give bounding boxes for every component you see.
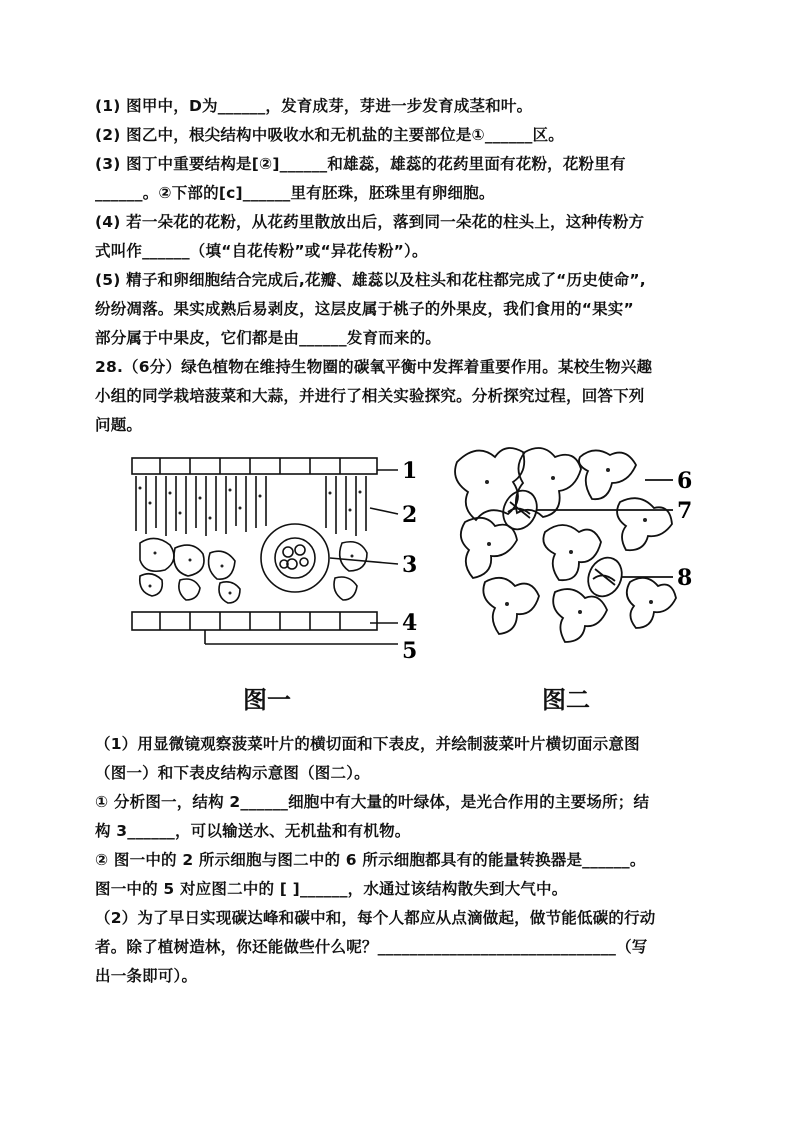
q28-1-line: （1）用显微镜观察菠菜叶片的横切面和下表皮，并绘制菠菜叶片横切面示意图 (95, 735, 640, 753)
q5-line-3: 部分属于中果皮，它们都是由______发育而来的。 (95, 329, 442, 347)
figure2-lower-epidermis (445, 432, 710, 662)
q28-2-line-3: 出一条即可）。 (95, 967, 198, 985)
q28-intro-3: 问题。 (95, 416, 143, 434)
fig1-label-4: 4 (402, 610, 418, 636)
fig2-label-6: 6 (677, 468, 693, 494)
epidermis-drawing (445, 432, 710, 662)
q28-1a-line-2: 构 3______，可以输送水、无机盐和有机物。 (95, 822, 411, 840)
q3-line-2: ______。②下部的[c]______里有胚珠，胚珠里有卵细胞。 (95, 184, 495, 202)
q28-1a-line: ① 分析图一，结构 2______细胞中有大量的叶绿体，是光合作用的主要场所；结 (95, 793, 650, 811)
q28-1b-line-2: 图一中的 5 对应图二中的 [ ]______，水通过该结构散失到大气中。 (95, 880, 568, 898)
figure1-caption: 图一 (243, 685, 291, 714)
q5-line: (5) 精子和卵细胞结合完成后,花瓣、雄蕊以及柱头和花柱都完成了“历史使命”, (95, 271, 646, 289)
q28-2-line-2: 者。除了植树造林，你还能做些什么呢？______________________________（写 (95, 938, 648, 956)
q4-line-2: 式叫作______（填“自花传粉”或“异花传粉”）。 (95, 242, 428, 260)
q28-intro-2: 小组的同学栽培菠菜和大蒜，并进行了相关实验探究。分析探究过程，回答下列 (95, 387, 645, 405)
q1-line: (1) 图甲中，D为______，发育成芽，芽进一步发育成茎和叶。 (95, 97, 533, 115)
q3-line: (3) 图丁中重要结构是[②]______和雄蕊，雄蕊的花药里面有花粉，花粉里有 (95, 155, 626, 173)
q28-1-line-2: （图一）和下表皮结构示意图（图二）。 (95, 764, 370, 782)
fig2-label-8: 8 (677, 565, 693, 591)
fig2-label-7: 7 (677, 498, 693, 524)
fig1-label-2: 2 (402, 502, 418, 528)
figure1-leaf-cross-section (120, 448, 430, 668)
leaf-cross-section-drawing (120, 448, 430, 668)
fig1-label-1: 1 (402, 458, 418, 484)
figure2-caption: 图二 (542, 685, 590, 714)
q28-2-line: （2）为了早日实现碳达峰和碳中和，每个人都应从点滴做起，做节能低碳的行动 (95, 909, 656, 927)
q28-intro: 28.（6分）绿色植物在维持生物圈的碳氧平衡中发挥着重要作用。某校生物兴趣 (95, 358, 653, 376)
q4-line: (4) 若一朵花的花粉，从花药里散放出后，落到同一朵花的柱头上，这种传粉方 (95, 213, 645, 231)
fig1-label-5: 5 (402, 638, 418, 664)
q5-line-2: 纷纷凋落。果实成熟后易剥皮，这层皮属于桃子的外果皮，我们食用的“果实” (95, 300, 634, 318)
q2-line: (2) 图乙中，根尖结构中吸收水和无机盐的主要部位是①______区。 (95, 126, 564, 144)
q28-1b-line: ② 图一中的 2 所示细胞与图二中的 6 所示细胞都具有的能量转换器是______。 (95, 851, 646, 869)
fig1-label-3: 3 (402, 552, 418, 578)
